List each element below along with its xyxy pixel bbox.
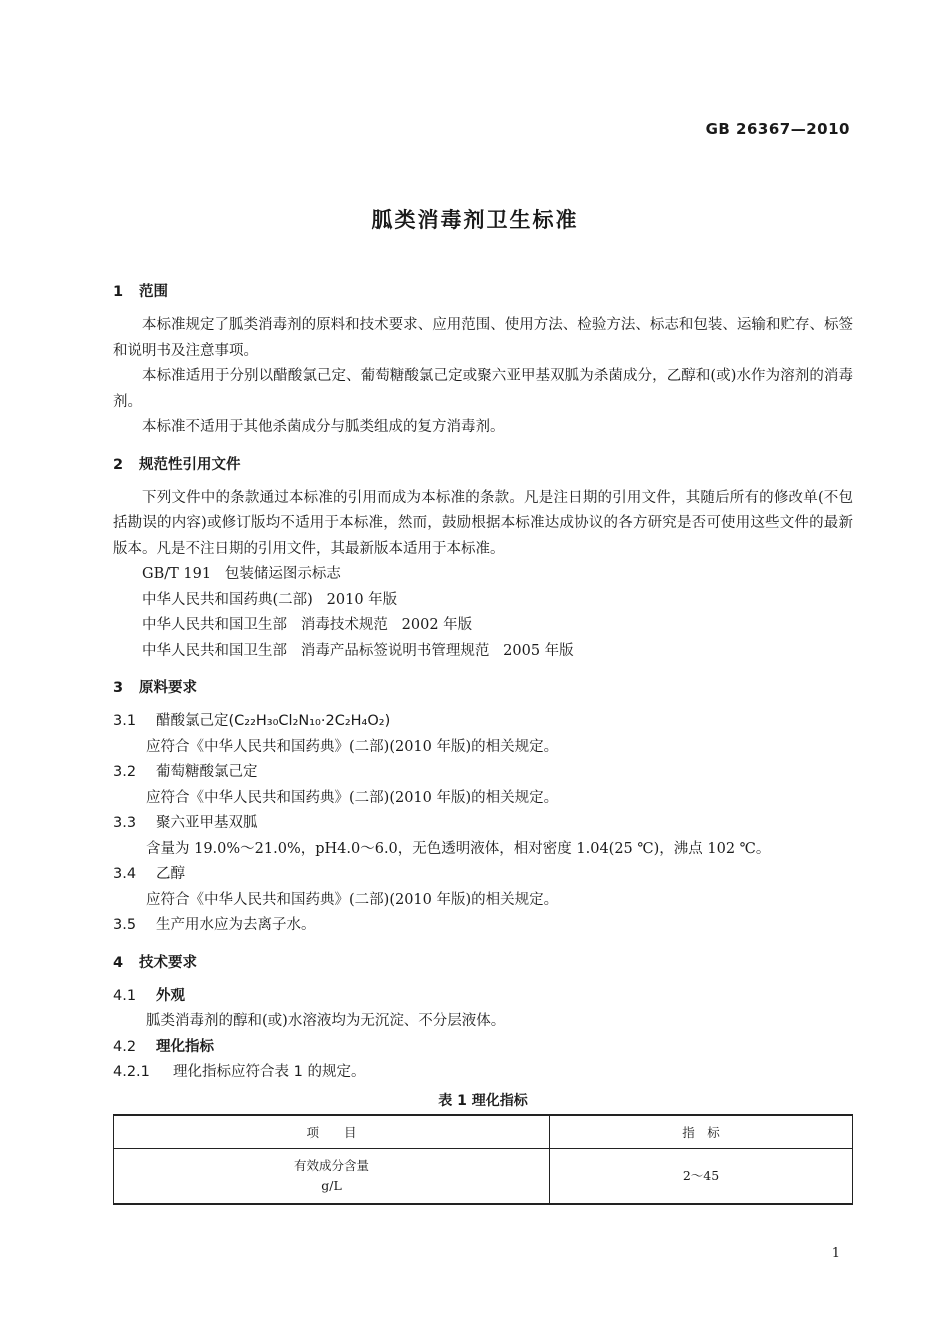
table-header-item: 项 目 bbox=[114, 1115, 550, 1149]
table-header-row bbox=[114, 1115, 853, 1149]
section-1-heading bbox=[113, 280, 853, 301]
page-number: 1 bbox=[831, 1246, 840, 1261]
document-body bbox=[113, 280, 853, 1205]
clause-text: 含量为 19.0%～21.0%，pH4.0～6.0，无色透明液体，相对密度 1.04(25 ℃)，沸点 102 ℃。 bbox=[146, 840, 771, 857]
table-physicochemical bbox=[113, 1114, 853, 1205]
section-3-heading bbox=[113, 676, 853, 697]
clause-4-2: 4.2 理化指标 bbox=[113, 1038, 214, 1055]
reference-item: 中华人民共和国卫生部 消毒技术规范 2002 年版 bbox=[142, 617, 473, 633]
clause-3-1: 3.1 醋酸氯己定(C₂₂H₃₀Cl₂N₁₀·2C₂H₄O₂) bbox=[113, 713, 391, 729]
paragraph: 下列文件中的条款通过本标准的引用而成为本标准的条款。凡是注日期的引用文件，其随后所有的修改单(不包括勘误的内容)或修订版均不适用于本标准，然而，鼓励根据本标准达成协议的各方研究是否可使用这些文件的最新版本。凡是不注日期的引用文件，其最新版本适用于本标准。 bbox=[113, 489, 853, 557]
clause-text: 应符合《中华人民共和国药典》(二部)(2010 年版)的相关规定。 bbox=[146, 789, 559, 806]
standard-number: GB 26367—2010 bbox=[705, 120, 850, 138]
section-2-heading bbox=[113, 453, 853, 474]
section-4-heading bbox=[113, 951, 853, 972]
clause-4-1: 4.1 外观 bbox=[113, 987, 185, 1004]
section-title: 规范性引用文件 bbox=[139, 456, 241, 473]
clause-3-3: 3.3 聚六亚甲基双胍 bbox=[113, 815, 258, 831]
paragraph: 本标准适用于分别以醋酸氯己定、葡萄糖酸氯己定或聚六亚甲基双胍为杀菌成分，乙醇和(或)水作为溶剂的消毒剂。 bbox=[113, 368, 853, 410]
section-number: 2 bbox=[113, 456, 124, 473]
page-title: 胍类消毒剂卫生标准 bbox=[371, 208, 579, 232]
section-number: 4 bbox=[113, 954, 124, 971]
table-row bbox=[114, 1148, 853, 1204]
section-number: 3 bbox=[113, 680, 124, 696]
reference-item: 中华人民共和国药典(二部) 2010 年版 bbox=[142, 591, 398, 608]
clause-3-5: 3.5 生产用水应为去离子水。 bbox=[113, 917, 316, 933]
clause-text: 应符合《中华人民共和国药典》(二部)(2010 年版)的相关规定。 bbox=[146, 891, 559, 908]
table-title: 表 1 理化指标 bbox=[438, 1092, 528, 1109]
table-cell-item: 有效成分含量 g/L bbox=[114, 1148, 550, 1204]
clause-3-2: 3.2 葡萄糖酸氯己定 bbox=[113, 764, 258, 780]
section-title: 原料要求 bbox=[139, 680, 197, 696]
clause-text: 胍类消毒剂的醇和(或)水溶液均为无沉淀、不分层液体。 bbox=[146, 1013, 506, 1029]
section-number: 1 bbox=[113, 284, 124, 300]
reference-item: GB/T 191 包装储运图示标志 bbox=[142, 566, 341, 582]
clause-4-2-1: 4.2.1 理化指标应符合表 1 的规定。 bbox=[113, 1064, 366, 1080]
section-title: 范围 bbox=[139, 284, 168, 300]
table-cell-value: 2～45 bbox=[550, 1148, 853, 1204]
reference-item: 中华人民共和国卫生部 消毒产品标签说明书管理规范 2005 年版 bbox=[142, 642, 574, 659]
clause-3-4: 3.4 乙醇 bbox=[113, 866, 185, 882]
clause-text: 应符合《中华人民共和国药典》(二部)(2010 年版)的相关规定。 bbox=[146, 738, 559, 755]
table-header-value: 指 标 bbox=[550, 1115, 853, 1149]
paragraph: 本标准不适用于其他杀菌成分与胍类组成的复方消毒剂。 bbox=[142, 419, 505, 435]
paragraph: 本标准规定了胍类消毒剂的原料和技术要求、应用范围、使用方法、检验方法、标志和包装、运输和贮存、标签和说明书及注意事项。 bbox=[113, 317, 853, 359]
section-title: 技术要求 bbox=[139, 954, 197, 971]
